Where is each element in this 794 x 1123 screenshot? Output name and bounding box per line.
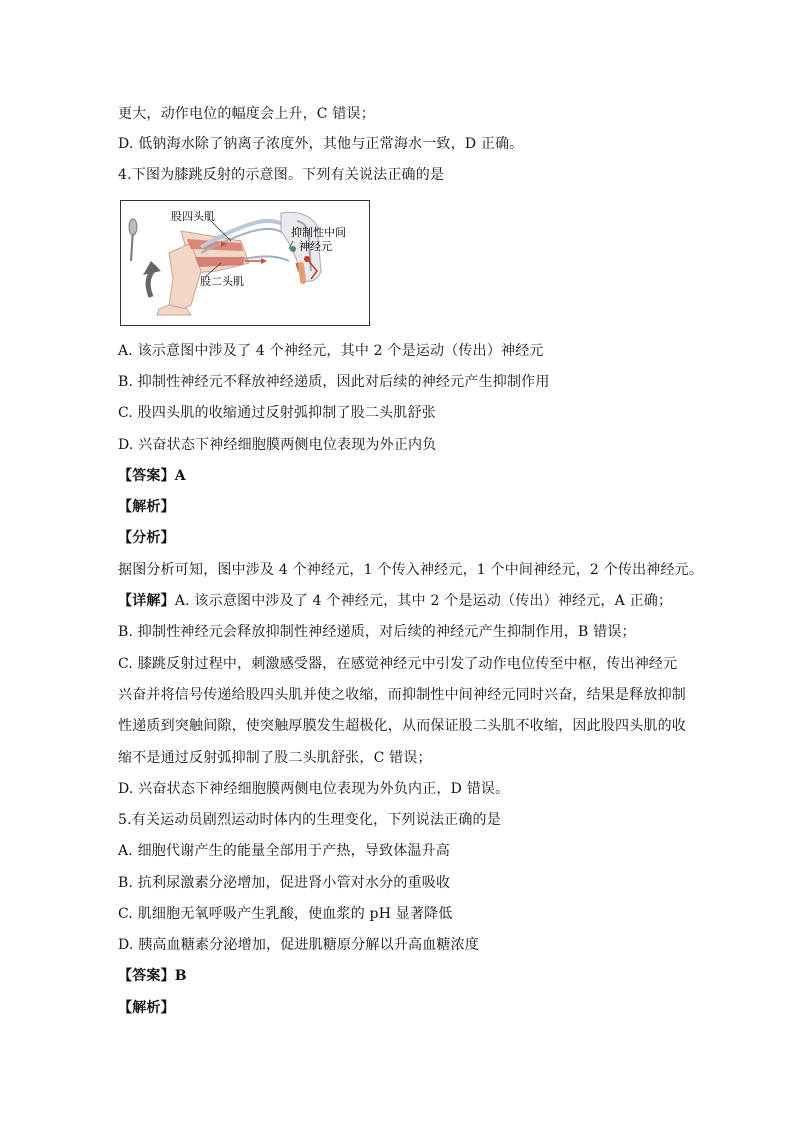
label-inhibitory-neuron-line2: 神经元 bbox=[299, 240, 332, 253]
option-c: C. 股四头肌的收缩通过反射弧抑制了股二头肌舒张 bbox=[118, 405, 436, 421]
text-line: D. 低钠海水除了钠离子浓度外，其他与正常海水一致，D 正确。 bbox=[118, 136, 524, 152]
question-4-stem: 4.下图为膝跳反射的示意图。下列有关说法正确的是 bbox=[118, 167, 445, 183]
question-5-stem: 5.有关运动员剧烈运动时体内的生理变化，下列说法正确的是 bbox=[118, 812, 501, 828]
q5-option-b: B. 抗利尿激素分泌增加，促进肾小管对水分的重吸收 bbox=[118, 875, 451, 891]
option-d: D. 兴奋状态下神经细胞膜两侧电位表现为外正内负 bbox=[118, 437, 437, 453]
reflex-diagram bbox=[121, 201, 369, 325]
detail-c-2: 兴奋并将信号传递给股四头肌并使之收缩，而抑制性中间神经元同时兴奋，结果是释放抑制 bbox=[118, 687, 686, 703]
detail-c-3: 性递质到突触间隙，使突触厚膜发生超极化，从而保证股二头肌不收缩，因此股四头肌的收 bbox=[118, 718, 686, 734]
detail-c-4: 缩不是通过反射弧抑制了股二头肌舒张，C 错误； bbox=[118, 750, 432, 766]
answer-4: 【答案】A bbox=[118, 468, 186, 484]
knee-jerk-reflex-figure bbox=[120, 200, 370, 326]
detail-a-line bbox=[118, 591, 672, 611]
detail-heading-4: 【详解】 bbox=[118, 593, 175, 609]
q5-option-a: A. 细胞代谢产生的能量全部用于产热，导致体温升高 bbox=[118, 843, 451, 859]
label-inhibitory-neuron-line1: 抑制性中间 bbox=[291, 226, 346, 239]
detail-d: D. 兴奋状态下神经细胞膜两侧电位表现为外负内正，D 错误。 bbox=[118, 781, 510, 797]
analysis-heading-5: 【解析】 bbox=[118, 1000, 175, 1016]
label-biceps-femoris: 股二头肌 bbox=[200, 275, 244, 288]
label-quadriceps: 股四头肌 bbox=[171, 210, 215, 223]
q5-option-c: C. 肌细胞无氧呼吸产生乳酸，使血浆的 pH 显著降低 bbox=[118, 906, 453, 922]
detail-b: B. 抑制性神经元会释放抑制性神经递质，对后续的神经元产生抑制作用，B 错误； bbox=[118, 624, 636, 640]
option-a: A. 该示意图中涉及了 4 个神经元，其中 2 个是运动（传出）神经元 bbox=[118, 343, 544, 359]
analysis-heading-4: 【解析】 bbox=[118, 499, 175, 515]
answer-5: 【答案】B bbox=[118, 968, 187, 984]
fenxi-text-4: 据图分析可知，图中涉及 4 个神经元，1 个传入神经元，1 个中间神经元，2 个传出神经元。 bbox=[118, 562, 704, 578]
q5-option-d: D. 胰高血糖素分泌增加，促进肌糖原分解以升高血糖浓度 bbox=[118, 937, 480, 953]
fenxi-heading-4: 【分析】 bbox=[118, 530, 175, 546]
text-line: 更大，动作电位的幅度会上升，C 错误； bbox=[118, 106, 375, 122]
detail-a: A. 该示意图中涉及了 4 个神经元，其中 2 个是运动（传出）神经元，A 正确； bbox=[174, 593, 673, 609]
detail-c-1: C. 膝跳反射过程中，刺激感受器，在感觉神经元中引发了动作电位传至中枢，传出神经元 bbox=[118, 656, 678, 672]
option-b: B. 抑制性神经元不释放神经递质，因此对后续的神经元产生抑制作用 bbox=[118, 374, 550, 390]
